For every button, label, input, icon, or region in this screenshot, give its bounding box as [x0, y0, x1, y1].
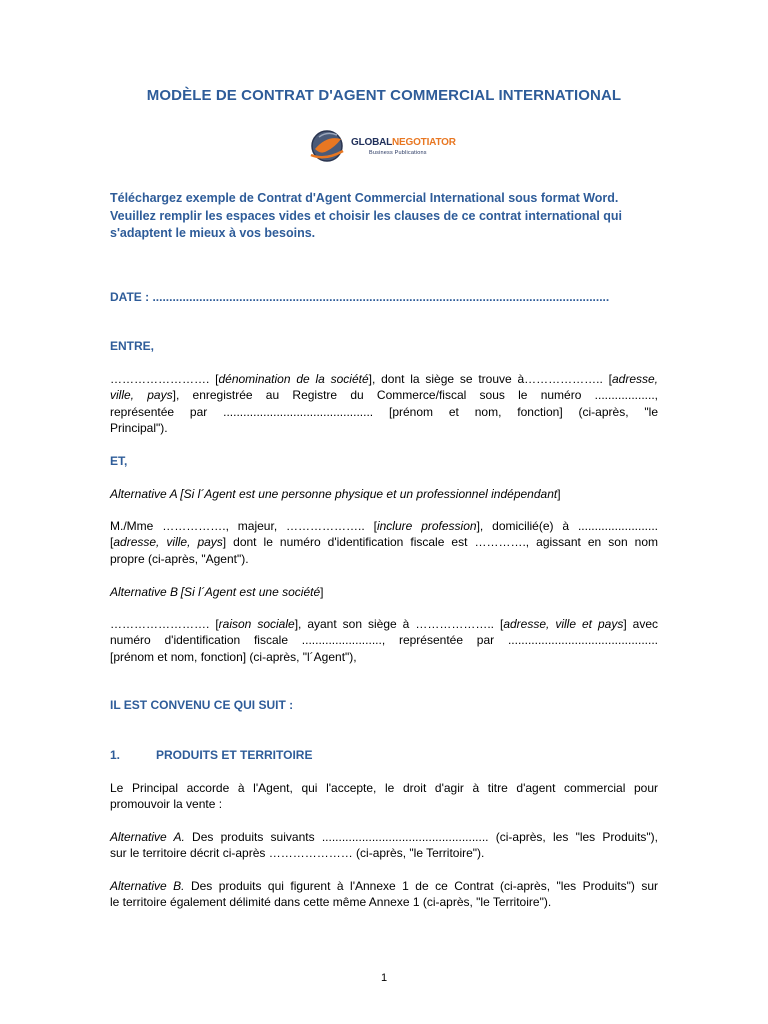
intro-text — [110, 190, 630, 243]
intro-line: s'adaptent le mieux à vos besoins. — [110, 226, 316, 240]
convenu-heading: IL EST CONVENU CE QUI SUIT : — [110, 698, 294, 712]
principal-paragraph: ……………………. [dénomination de la société], dont la siège se trouve à……………….. [adresse, ville, pays], enregistrée au Registre du Commerce/fiscal sous le numéro .................., représentée par ............................................. [prénom et nom, fonction] (ci-après, "le Principal"). — [110, 372, 658, 435]
intro-line: Téléchargez exemple de Contrat d'Agent Commercial International sous format Word. — [110, 191, 619, 205]
page-title: MODÈLE DE CONTRAT D'AGENT COMMERCIAL INTERNATIONAL — [146, 87, 622, 104]
alternative-b-paragraph: ……………………. [raison sociale], ayant son siège à ……………….. [adresse, ville et pays] avec numéro d'identification fiscale ........................, représentée par ............................................. [prénom et nom, fonction] (ci-après, "l´Agent"), — [110, 617, 658, 664]
section-1-heading: 1. PRODUITS ET TERRITOIRE — [110, 748, 313, 762]
entre-heading: ENTRE, — [110, 339, 155, 353]
logo-wordmark: GLOBALNEGOTIATOR — [351, 137, 456, 148]
date-line: DATE : ......................................................................................................................................... — [110, 290, 610, 304]
et-heading: ET, — [110, 454, 128, 468]
page-number: 1 — [380, 972, 388, 984]
section-1-intro-paragraph: Le Principal accorde à l'Agent, qui l'accepte, le droit d'agir à titre d'agent commercial pour promouvoir la vente : — [110, 781, 658, 812]
alternative-b-heading: Alternative B [Si l´Agent est une société] — [110, 585, 324, 599]
globe-logo-icon — [305, 125, 349, 167]
globalnegotiator-logo — [305, 125, 465, 167]
section-1-alternative-b: Alternative B. Des produits qui figurent à l'Annexe 1 de ce Contrat (ci-après, "les Produits") sur le territoire également délimité dans cette même Annexe 1 (ci-après, "le Territoire"). — [110, 879, 658, 910]
logo-subtitle: Business Publications — [369, 150, 427, 156]
alternative-a-heading: Alternative A [Si l´Agent est une personne physique et un professionnel indépendant] — [110, 487, 561, 501]
alternative-a-paragraph: M./Mme ……………., majeur, ……………….. [inclure profession], domicilié(e) à ........................ [adresse, ville, pays] dont le numéro d'identification fiscale est …………., agissant en son nom propre (ci-après, "Agent"). — [110, 519, 658, 566]
section-1-alternative-a: Alternative A. Des produits suivants .................................................. (ci-après, les "les Produits"), sur le territoire décrit ci-après ………………… (ci-après, "le Territoire"). — [110, 830, 659, 861]
intro-line: Veuillez remplir les espaces vides et choisir les clauses de ce contrat international qui — [110, 208, 623, 223]
